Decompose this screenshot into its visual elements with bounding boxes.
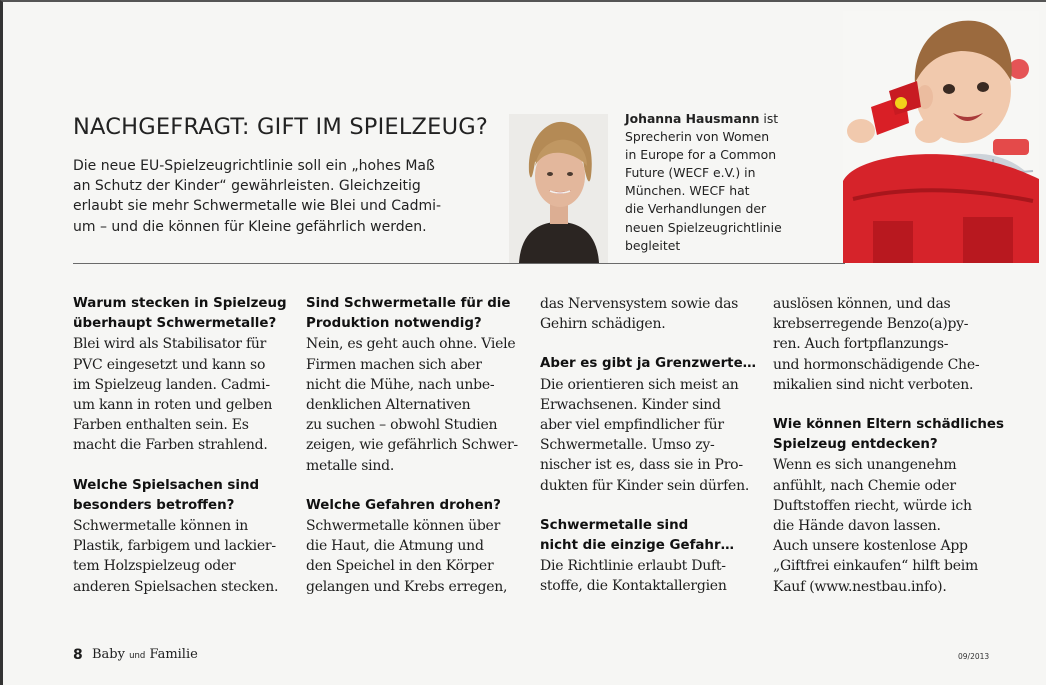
answer-line: auslösen können, und das (773, 296, 951, 312)
answer-line: aber viel empfindlicher für (540, 417, 724, 434)
bio-name: Johanna Hausmann (625, 111, 760, 126)
answer-line: und hormonschädigende Che- (773, 356, 980, 373)
answer-line: den Speichel in den Körper (306, 558, 494, 575)
answer-text (73, 334, 298, 455)
answer-line: anderen Spielsachen stecken. (73, 578, 279, 595)
paragraph-gap (73, 456, 298, 476)
portrait-illustration (509, 114, 608, 263)
child-illustration (843, 11, 1039, 263)
question-line: besonders betroffen? (73, 497, 235, 513)
question-line: Sind Schwermetalle für die (306, 296, 511, 311)
answer-text (773, 294, 998, 395)
bio-first-line-rest: ist (759, 111, 779, 126)
bio-line: in Europe for a Common (625, 147, 777, 163)
answer-line: um kann in roten und gelben (73, 397, 273, 414)
question-line: Spielzeug entdecken? (773, 437, 938, 453)
intro-line: Die neue EU-Spielzeugrichtlinie soll ein „hohes Maß (73, 158, 435, 174)
answer-line: nicht die Mühe, nach unbe- (306, 376, 495, 393)
brand-part: Familie (149, 647, 198, 662)
answer-line: Farben enthalten sein. Es (73, 417, 249, 434)
paragraph-gap (540, 334, 765, 354)
portrait-photo (509, 114, 608, 263)
answer-line: denklichen Alternativen (306, 397, 471, 414)
question-heading (540, 516, 765, 556)
answer-text (540, 294, 765, 334)
answer-line: dukten für Kinder sein dürfen. (540, 477, 750, 494)
intro-line: erlaubt sie mehr Schwermetalle wie Blei und Cadmi- (73, 198, 442, 215)
question-line: Schwermetalle sind (540, 517, 689, 533)
answer-line: zu suchen – obwohl Studien (306, 417, 498, 434)
intro-line: an Schutz der Kinder“ gewährleisten. Gleichzeitig (73, 178, 421, 195)
answer-line: Schwermetalle können über (306, 518, 501, 535)
question-heading (773, 415, 1004, 455)
answer-line: krebserregende Benzo(a)py- (773, 316, 969, 333)
answer-line: Schwermetalle. Umso zy- (540, 437, 715, 454)
bio-line: München. WECF hat (625, 183, 750, 199)
answer-line: Duftstoffen riecht, würde ich (773, 497, 972, 514)
answer-line: Die Richtlinie erlaubt Duft- (540, 558, 726, 575)
bio-line: begleitet (625, 237, 681, 253)
question-line: Warum stecken in Spielzeug (73, 296, 287, 311)
paragraph-gap (540, 496, 765, 516)
question-heading (73, 294, 298, 334)
section-divider (73, 263, 845, 264)
answer-line: zeigen, wie gefährlich Schwer- (306, 437, 518, 454)
answer-line: Nein, es geht auch ohne. Viele (306, 336, 516, 353)
question-line: überhaupt Schwermetalle? (73, 316, 277, 332)
question-heading (306, 294, 531, 334)
brand-connector: und (129, 651, 146, 661)
bio-line: die Verhandlungen der (625, 201, 767, 217)
question-heading (540, 354, 765, 374)
answer-line: die Haut, die Atmung und (306, 538, 484, 555)
question-line: Welche Gefahren drohen? (306, 497, 501, 513)
answer-line: Schwermetalle können in (73, 518, 249, 535)
column-1 (73, 294, 298, 597)
article-headline: NACHGEFRAGT: GIFT IM SPIELZEUG? (73, 114, 489, 140)
bio-line: neuen Spielzeugrichtlinie (625, 219, 782, 235)
answer-line: die Hände davon lassen. (773, 518, 941, 535)
column-2 (306, 294, 531, 597)
answer-line: Erwachsenen. Kinder sind (540, 396, 721, 413)
column-3 (540, 294, 765, 597)
question-line: nicht die einzige Gefahr… (540, 538, 734, 554)
paragraph-gap (306, 476, 531, 496)
answer-line: mikalien sind nicht verboten. (773, 376, 974, 393)
answer-line: tem Holzspielzeug oder (73, 558, 236, 575)
answer-text (306, 334, 531, 475)
answer-line: nischer ist es, dass sie in Pro- (540, 457, 743, 474)
answer-line: anfühlt, nach Chemie oder (773, 477, 956, 494)
bio-line: Future (WECF e.V.) in (625, 165, 756, 181)
answer-text (306, 516, 531, 597)
page-number: 8 (73, 647, 83, 663)
answer-line: im Spielzeug landen. Cadmi- (73, 376, 270, 393)
bio-line: Sprecherin von Women (625, 129, 770, 145)
issue-date: 09/2013 (958, 652, 990, 661)
answer-line: Auch unsere kostenlose App (773, 538, 968, 555)
child-with-toy-photo (843, 11, 1039, 263)
answer-text (540, 556, 765, 596)
intro-line: um – und die können für Kleine gefährlich werden. (73, 218, 427, 235)
question-heading (306, 496, 531, 516)
answer-line: Blei wird als Stabilisator für (73, 336, 267, 353)
magazine-brand (92, 647, 198, 662)
answer-text (73, 516, 298, 597)
answer-line: ren. Auch fortpflanzungs- (773, 336, 949, 353)
author-bio (625, 110, 835, 255)
paragraph-gap (773, 395, 998, 415)
answer-line: gelangen und Krebs erregen, (306, 578, 508, 595)
answer-line: „Giftfrei einkaufen“ hilft beim (773, 558, 979, 575)
brand-part: Baby (92, 647, 125, 662)
question-line: Welche Spielsachen sind (73, 477, 260, 493)
answer-line: Kauf (www.nestbau.info). (773, 578, 947, 595)
answer-line: Wenn es sich unangenehm (773, 457, 957, 474)
column-4 (773, 294, 1004, 597)
question-heading (73, 476, 298, 516)
answer-line: stoffe, die Kontaktallergien (540, 578, 727, 595)
question-line: Wie können Eltern schädliches (773, 417, 1004, 433)
answer-line: Gehirn schädigen. (540, 316, 666, 333)
question-line: Aber es gibt ja Grenzwerte… (540, 356, 757, 372)
question-line: Produktion notwendig? (306, 316, 482, 332)
answer-line: PVC eingesetzt und kann so (73, 356, 266, 373)
answer-line: Die orientieren sich meist an (540, 376, 739, 393)
answer-line: das Nervensystem sowie das (540, 296, 739, 312)
answer-line: metalle sind. (306, 457, 395, 474)
answer-line: Plastik, farbigem und lackier- (73, 538, 276, 555)
answer-text (540, 375, 765, 496)
answer-line: Firmen machen sich aber (306, 356, 482, 373)
bio-first-line (625, 110, 835, 128)
article-intro (73, 156, 458, 237)
answer-text (773, 455, 998, 596)
answer-line: macht die Farben strahlend. (73, 437, 268, 454)
